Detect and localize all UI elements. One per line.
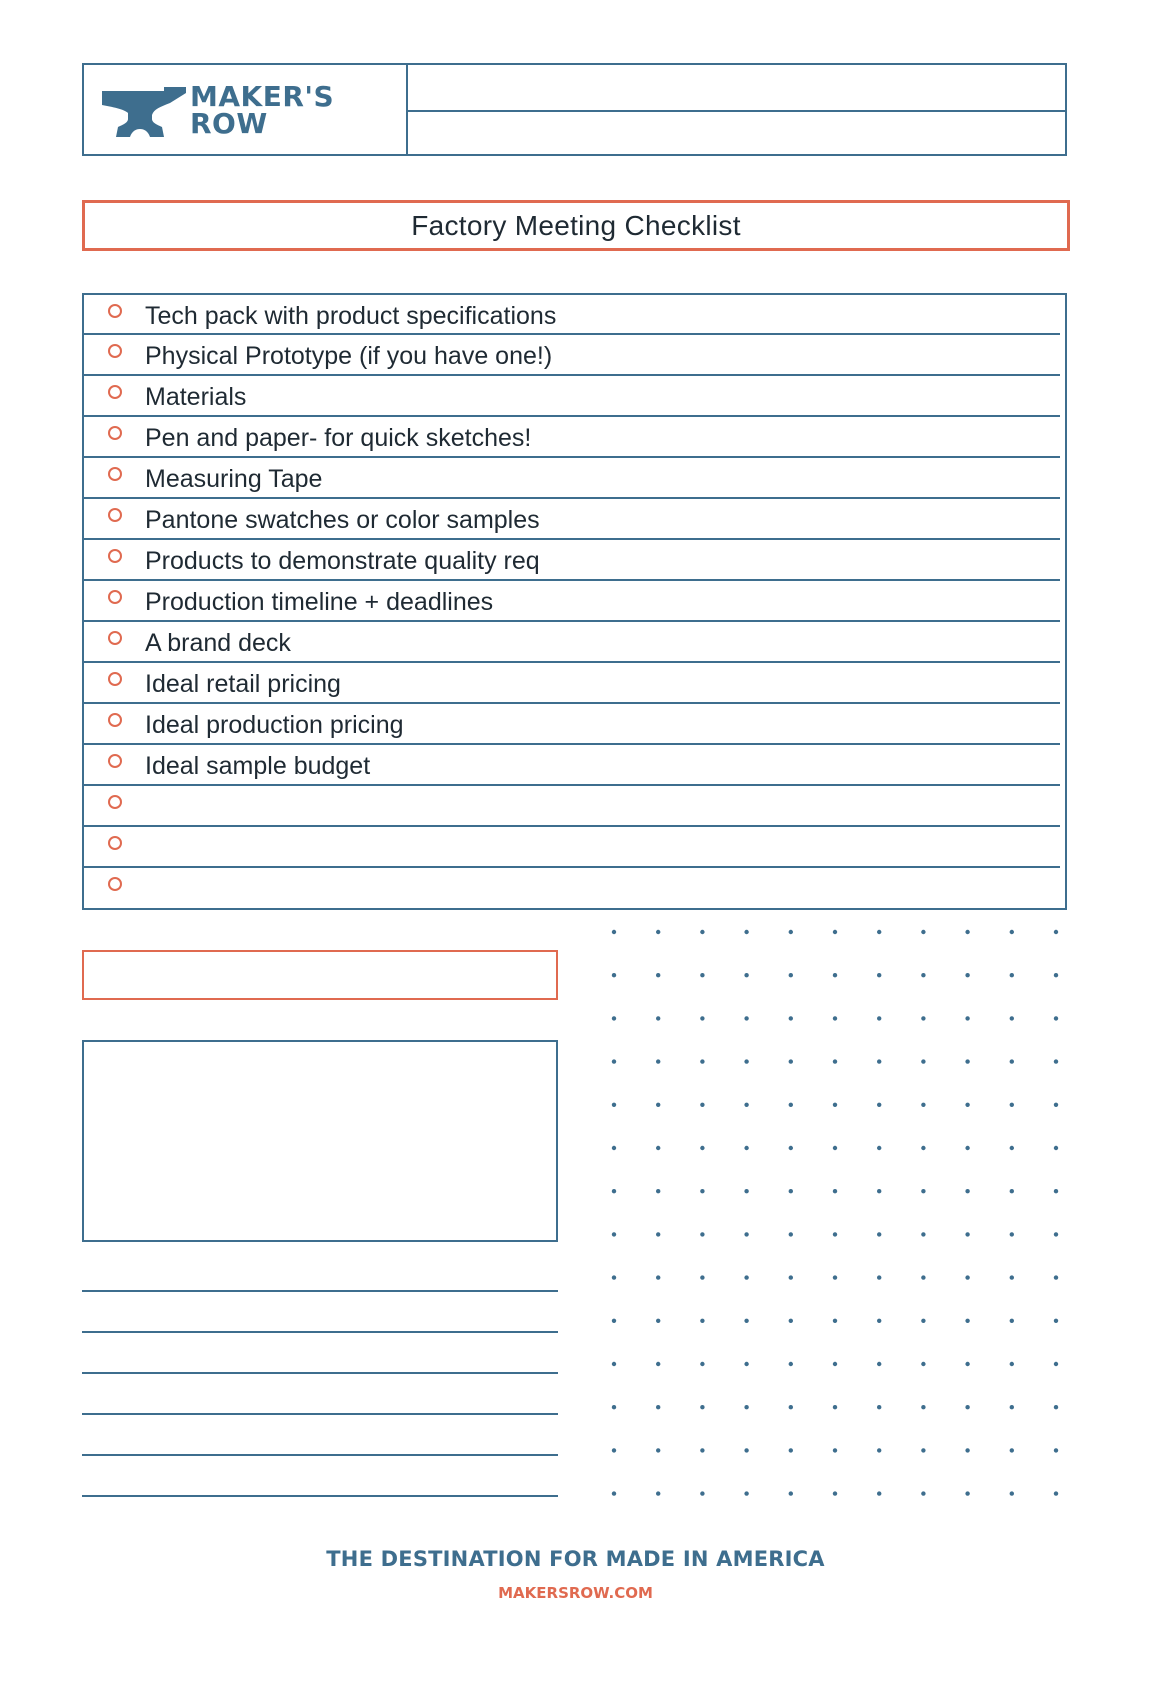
grid-dot xyxy=(833,1362,837,1366)
grid-dot xyxy=(877,1232,881,1236)
grid-dot xyxy=(656,1232,660,1236)
grid-dot xyxy=(833,1491,837,1495)
grid-dot xyxy=(700,1059,704,1063)
grid-dot xyxy=(1010,1232,1014,1236)
grid-dot xyxy=(612,1491,616,1495)
grid-dot xyxy=(700,973,704,977)
grid-dot xyxy=(789,1275,793,1279)
grid-dot xyxy=(789,1362,793,1366)
grid-dot xyxy=(833,1189,837,1193)
grid-dot xyxy=(1054,1448,1058,1452)
checklist-item-label: Materials xyxy=(145,383,247,411)
checklist-item-label: Measuring Tape xyxy=(145,465,323,493)
grid-dot xyxy=(877,1319,881,1323)
grid-dot xyxy=(833,1405,837,1409)
grid-dot xyxy=(656,1319,660,1323)
grid-dot xyxy=(965,930,969,934)
grid-dot xyxy=(1054,930,1058,934)
grid-dot xyxy=(921,1405,925,1409)
logo-line-1: MAKER'S xyxy=(190,80,335,113)
checklist-row xyxy=(84,376,1060,417)
grid-dot xyxy=(612,1189,616,1193)
grid-dot xyxy=(1010,1059,1014,1063)
grid-dot xyxy=(965,1491,969,1495)
grid-dot xyxy=(921,1146,925,1150)
writing-line xyxy=(82,1454,558,1456)
checkbox-circle-icon[interactable] xyxy=(108,344,122,358)
grid-dot xyxy=(1054,1319,1058,1323)
grid-dot xyxy=(1010,1275,1014,1279)
grid-dot xyxy=(789,1319,793,1323)
checklist-row xyxy=(84,868,1060,909)
grid-dot xyxy=(656,1146,660,1150)
grid-dot xyxy=(612,1016,616,1020)
grid-dot xyxy=(1054,1146,1058,1150)
checklist-item-label: Physical Prototype (if you have one!) xyxy=(145,342,553,370)
writing-line xyxy=(82,1495,558,1497)
checklist-item-label: Products to demonstrate quality req xyxy=(145,547,540,575)
checklist-row xyxy=(84,335,1060,376)
checklist-item-label: Pantone swatches or color samples xyxy=(145,506,540,534)
grid-dot xyxy=(1054,1103,1058,1107)
checklist-item-label: Tech pack with product specifications xyxy=(145,302,557,330)
grid-dot xyxy=(965,1362,969,1366)
checklist-row xyxy=(84,581,1060,622)
grid-dot xyxy=(789,1189,793,1193)
checkbox-circle-icon[interactable] xyxy=(108,385,122,399)
checklist-row xyxy=(84,458,1060,499)
grid-dot xyxy=(656,1362,660,1366)
grid-dot xyxy=(877,1016,881,1020)
checkbox-circle-icon[interactable] xyxy=(108,795,122,809)
grid-dot xyxy=(833,1448,837,1452)
checklist-row xyxy=(84,786,1060,827)
checkbox-circle-icon[interactable] xyxy=(108,836,122,850)
grid-dot xyxy=(833,1016,837,1020)
grid-dot xyxy=(744,1189,748,1193)
grid-dot xyxy=(1010,1016,1014,1020)
blank-notes-box[interactable] xyxy=(82,1040,558,1242)
checklist-row xyxy=(84,704,1060,745)
page-title: Factory Meeting Checklist xyxy=(411,209,741,241)
grid-dot xyxy=(700,1189,704,1193)
writing-line xyxy=(82,1413,558,1415)
checkbox-circle-icon[interactable] xyxy=(108,672,122,686)
grid-dot xyxy=(1054,973,1058,977)
grid-dot xyxy=(744,930,748,934)
checklist-item-label: Pen and paper- for quick sketches! xyxy=(145,424,532,452)
grid-dot xyxy=(744,1059,748,1063)
grid-dot xyxy=(700,1275,704,1279)
checklist-row xyxy=(84,295,1060,335)
grid-dot xyxy=(612,1059,616,1063)
makers-row-logo xyxy=(102,80,347,140)
grid-dot xyxy=(1054,1275,1058,1279)
grid-dot xyxy=(612,930,616,934)
grid-dot xyxy=(700,930,704,934)
grid-dot xyxy=(965,1275,969,1279)
logo-line-2: ROW xyxy=(190,107,268,140)
grid-dot xyxy=(1054,1189,1058,1193)
grid-dot xyxy=(1054,1059,1058,1063)
checkbox-circle-icon[interactable] xyxy=(108,304,122,318)
grid-dot xyxy=(656,1059,660,1063)
grid-dot xyxy=(877,1103,881,1107)
grid-dot xyxy=(700,1405,704,1409)
grid-dot xyxy=(612,1232,616,1236)
grid-dot xyxy=(965,1448,969,1452)
checklist-item-label: Ideal retail pricing xyxy=(145,670,341,698)
grid-dot xyxy=(700,1232,704,1236)
grid-dot xyxy=(789,930,793,934)
grid-dot xyxy=(921,1448,925,1452)
footer-tagline: THE DESTINATION FOR MADE IN AMERICA xyxy=(326,1547,825,1571)
grid-dot xyxy=(1054,1491,1058,1495)
grid-dot xyxy=(1010,1146,1014,1150)
grid-dot xyxy=(744,1362,748,1366)
grid-dot xyxy=(744,973,748,977)
grid-dot xyxy=(921,1016,925,1020)
checklist-row xyxy=(84,622,1060,663)
grid-dot xyxy=(744,1491,748,1495)
grid-dot xyxy=(1010,1491,1014,1495)
grid-dot xyxy=(1010,1405,1014,1409)
grid-dot xyxy=(789,973,793,977)
blank-label-box[interactable] xyxy=(82,950,558,1000)
grid-dot xyxy=(612,1146,616,1150)
grid-dot xyxy=(789,1059,793,1063)
grid-dot xyxy=(700,1491,704,1495)
grid-dot xyxy=(656,1405,660,1409)
grid-dot xyxy=(921,1362,925,1366)
grid-dot xyxy=(656,1448,660,1452)
grid-dot xyxy=(833,1319,837,1323)
checklist xyxy=(82,293,1067,910)
grid-dot xyxy=(1010,1103,1014,1107)
grid-dot xyxy=(965,1232,969,1236)
checklist-item-label: Ideal sample budget xyxy=(145,752,371,780)
grid-dot xyxy=(921,1491,925,1495)
grid-dot xyxy=(833,973,837,977)
grid-dot xyxy=(1010,1448,1014,1452)
grid-dot xyxy=(612,1362,616,1366)
grid-dot xyxy=(744,1103,748,1107)
grid-dot xyxy=(877,1189,881,1193)
grid-dot xyxy=(700,1103,704,1107)
checkbox-circle-icon[interactable] xyxy=(108,590,122,604)
grid-dot xyxy=(877,1405,881,1409)
grid-dot xyxy=(965,1319,969,1323)
anvil-icon xyxy=(102,87,186,137)
grid-dot xyxy=(656,1275,660,1279)
grid-dot xyxy=(833,1232,837,1236)
grid-dot xyxy=(965,1405,969,1409)
checkbox-circle-icon[interactable] xyxy=(108,754,122,768)
grid-dot xyxy=(656,1016,660,1020)
writing-line xyxy=(82,1331,558,1333)
grid-dot xyxy=(744,1146,748,1150)
grid-dot xyxy=(700,1319,704,1323)
grid-dot xyxy=(789,1146,793,1150)
grid-dot xyxy=(789,1405,793,1409)
grid-dot xyxy=(700,1448,704,1452)
grid-dot xyxy=(877,1362,881,1366)
grid-dot xyxy=(1010,1189,1014,1193)
grid-dot xyxy=(965,1103,969,1107)
grid-dot xyxy=(833,1059,837,1063)
grid-dot xyxy=(744,1275,748,1279)
grid-dot xyxy=(789,1016,793,1020)
checklist-row xyxy=(84,499,1060,540)
grid-dot xyxy=(656,973,660,977)
grid-dot xyxy=(789,1232,793,1236)
grid-dot xyxy=(656,930,660,934)
logo-wordmark xyxy=(190,80,335,140)
grid-dot xyxy=(744,1319,748,1323)
grid-dot xyxy=(965,1059,969,1063)
checkbox-circle-icon[interactable] xyxy=(108,426,122,440)
checkbox-circle-icon[interactable] xyxy=(108,467,122,481)
grid-dot xyxy=(612,1275,616,1279)
writing-line xyxy=(82,1290,558,1292)
checkbox-circle-icon[interactable] xyxy=(108,508,122,522)
grid-dot xyxy=(965,1016,969,1020)
grid-dot xyxy=(833,930,837,934)
grid-dot xyxy=(877,1448,881,1452)
grid-dot xyxy=(656,1189,660,1193)
grid-dot xyxy=(789,1491,793,1495)
checklist-item-label: Ideal production pricing xyxy=(145,711,404,739)
grid-dot xyxy=(744,1016,748,1020)
grid-dot xyxy=(612,1405,616,1409)
checkbox-circle-icon[interactable] xyxy=(108,631,122,645)
grid-dot xyxy=(656,1103,660,1107)
checklist-row xyxy=(84,745,1060,786)
checklist-row xyxy=(84,827,1060,868)
grid-dot xyxy=(921,973,925,977)
checkbox-circle-icon[interactable] xyxy=(108,877,122,891)
grid-dot xyxy=(921,1232,925,1236)
grid-dot xyxy=(833,1103,837,1107)
grid-dot xyxy=(612,973,616,977)
grid-dot xyxy=(877,1491,881,1495)
footer-url-link[interactable]: MAKERSROW.COM xyxy=(498,1584,653,1602)
grid-dot xyxy=(744,1405,748,1409)
header-box xyxy=(82,63,1067,156)
checklist-row xyxy=(84,663,1060,704)
grid-dot xyxy=(965,1146,969,1150)
grid-dot xyxy=(921,1319,925,1323)
grid-dot xyxy=(877,1146,881,1150)
grid-dot xyxy=(965,973,969,977)
grid-dot xyxy=(744,1448,748,1452)
grid-dot xyxy=(612,1103,616,1107)
header-horizontal-divider xyxy=(408,110,1065,112)
grid-dot xyxy=(1010,1362,1014,1366)
checklist-item-label: Production timeline + deadlines xyxy=(145,588,494,616)
grid-dot xyxy=(833,1275,837,1279)
checklist-row xyxy=(84,540,1060,581)
grid-dot xyxy=(877,930,881,934)
grid-dot xyxy=(700,1362,704,1366)
grid-dot xyxy=(612,1319,616,1323)
grid-dot xyxy=(921,930,925,934)
grid-dot xyxy=(656,1491,660,1495)
grid-dot xyxy=(877,1059,881,1063)
checklist-row xyxy=(84,417,1060,458)
grid-dot xyxy=(877,973,881,977)
grid-dot xyxy=(700,1016,704,1020)
grid-dot xyxy=(744,1232,748,1236)
grid-dot xyxy=(700,1146,704,1150)
grid-dot xyxy=(789,1103,793,1107)
grid-dot xyxy=(1054,1405,1058,1409)
dot-grid-sketch-area xyxy=(610,928,1060,1498)
grid-dot xyxy=(1054,1232,1058,1236)
checkbox-circle-icon[interactable] xyxy=(108,713,122,727)
grid-dot xyxy=(921,1059,925,1063)
grid-dot xyxy=(921,1189,925,1193)
writing-line xyxy=(82,1372,558,1374)
grid-dot xyxy=(1054,1362,1058,1366)
grid-dot xyxy=(1010,1319,1014,1323)
grid-dot xyxy=(1010,973,1014,977)
grid-dot xyxy=(789,1448,793,1452)
checkbox-circle-icon[interactable] xyxy=(108,549,122,563)
grid-dot xyxy=(1010,930,1014,934)
grid-dot xyxy=(965,1189,969,1193)
grid-dot xyxy=(1054,1016,1058,1020)
title-box xyxy=(82,200,1070,251)
grid-dot xyxy=(833,1146,837,1150)
grid-dot xyxy=(612,1448,616,1452)
grid-dot xyxy=(921,1103,925,1107)
grid-dot xyxy=(877,1275,881,1279)
grid-dot xyxy=(921,1275,925,1279)
checklist-item-label: A brand deck xyxy=(145,629,291,657)
